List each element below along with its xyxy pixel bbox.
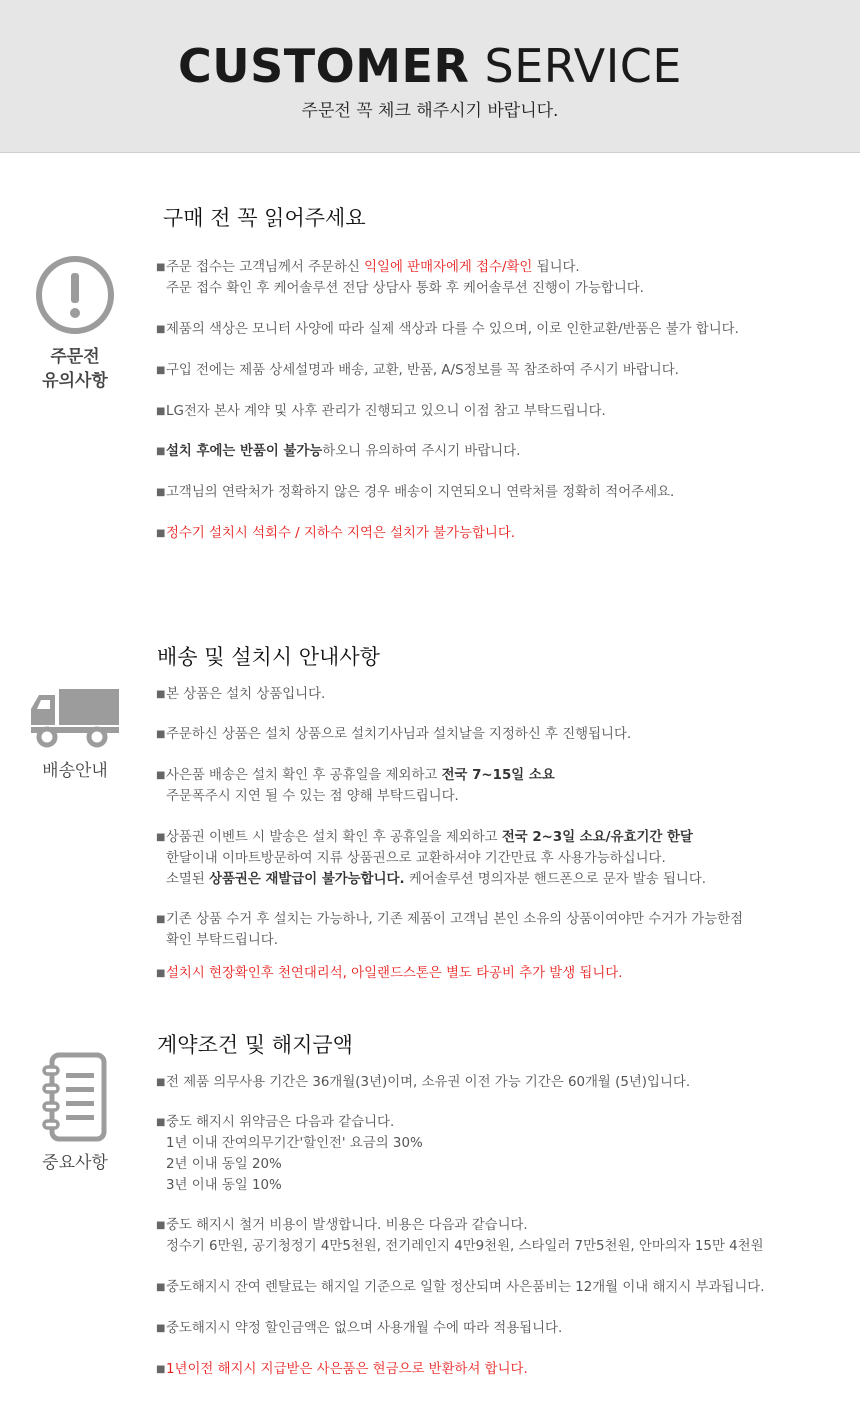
section1-side (0, 253, 150, 393)
section3-title: 계약조건 및 해지금액 (157, 1033, 353, 1057)
list-item: ■ 중도 해지시 위약금은 다음과 같습니다. 1년 이내 잔여의무기간'할인전' 요금의 30% 2년 이내 동일 20% 3년 이내 동일 10% (156, 1115, 423, 1193)
exclamation-circle-icon (33, 253, 117, 337)
list-item: ■ 본 상품은 설치 상품입니다. (156, 687, 326, 702)
page-header (0, 0, 860, 153)
list-item: ■ 사은품 배송은 설치 확인 후 공휴일을 제외하고 전국 7~15일 소요 주문폭주시 지연 될 수 있는 점 양해 부탁드립니다. (156, 768, 555, 804)
section1-side-label-line1: 주문전 (50, 347, 100, 367)
section3-side (0, 1049, 150, 1175)
title-bold: CUSTOMER (178, 39, 470, 93)
title-light: SERVICE (484, 39, 682, 93)
list-item: ■ 구입 전에는 제품 상세설명과 배송, 교환, 반품, A/S정보를 꼭 참조하여 주시기 바랍니다. (156, 363, 679, 378)
page-subtitle: 주문전 꼭 체크 해주시기 바랍니다. (301, 101, 559, 121)
section-delivery-install (0, 597, 860, 1007)
list-item: ■ 전 제품 의무사용 기간은 36개월(3년)이며, 소유권 이전 가능 기간은 60개월 (5년)입니다. (156, 1075, 691, 1090)
list-item: ■ 주문 접수는 고객님께서 주문하신 익일에 판매자에게 접수/확인 됩니다. 주문 접수 확인 후 케어솔루션 전담 상담사 통화 후 케어솔루션 진행이 가능합니다. (156, 260, 644, 296)
list-item-warning: ■ 정수기 설치시 석회수 / 지하수 지역은 설치가 불가능합니다. (156, 526, 516, 541)
list-item-warning: ■ 1년이전 해지시 지급받은 사은품은 현금으로 반환하셔 합니다. (156, 1362, 528, 1377)
delivery-truck-icon (27, 685, 123, 749)
section-contract-terms (0, 1007, 860, 1416)
list-item: ■ 중도해지시 잔여 렌탈료는 해지일 기준으로 일할 정산되며 사은품비는 12개월 이내 해지시 부과됩니다. (156, 1280, 765, 1295)
highlight-text: 익일에 판매자에게 접수/확인 (364, 260, 533, 275)
section2-side-label: 배송안내 (42, 761, 108, 781)
list-item: ■ 중도 해지시 철거 비용이 발생합니다. 비용은 다음과 같습니다. 정수기 6만원, 공기청정기 4만5천원, 전기레인지 4만9천원, 스타일러 7만5천원, 안마의자 15만 4천원 (156, 1218, 764, 1254)
section2-side (0, 685, 150, 783)
section3-side-label: 중요사항 (42, 1153, 108, 1173)
section1-title: 구매 전 꼭 읽어주세요 (163, 206, 366, 230)
list-item: ■ 제품의 색상은 모니터 사양에 따라 실제 색상과 다를 수 있으며, 이로 인한교환/반품은 불가 합니다. (156, 322, 739, 337)
section-pre-order-notice (0, 153, 860, 597)
page-title (0, 38, 860, 94)
list-item: ■ LG전자 본사 계약 및 사후 관리가 진행되고 있으니 이점 참고 부탁드립니다. (156, 404, 606, 419)
list-item: ■ 고객님의 연락처가 정확하지 않은 경우 배송이 지연되오니 연락처를 정확히 적어주세요. (156, 485, 675, 500)
list-item: ■ 기존 상품 수거 후 설치는 가능하나, 기존 제품이 고객님 본인 소유의 상품이여야만 수거가 가능한점 확인 부탁드립니다. (156, 912, 744, 948)
list-item: ■ 중도해지시 약정 할인금액은 없으며 사용개월 수에 따라 적용됩니다. (156, 1321, 563, 1336)
section2-title: 배송 및 설치시 안내사항 (157, 645, 380, 669)
list-item: ■ 설치 후에는 반품이 불가능하오니 유의하여 주시기 바랍니다. (156, 444, 521, 459)
list-item: ■ 주문하신 상품은 설치 상품으로 설치기사님과 설치날을 지정하신 후 진행됩니다. (156, 727, 632, 742)
list-item: ■ 상품권 이벤트 시 발송은 설치 확인 후 공휴일을 제외하고 전국 2~3일 소요/유효기간 한달 한달이내 이마트방문하여 지류 상품권으로 교환하셔야 기간만료 후 사용가능하십니다. 소멸된 상품권은 재발급이 불가능합니다. 케어솔루션 명의자분 핸드폰으로 문자 발송 됩니다. (156, 830, 707, 887)
section1-side-label-line2: 유의사항 (42, 371, 108, 391)
notebook-icon (40, 1049, 110, 1145)
list-item-warning: ■ 설치시 현장확인후 천연대리석, 아일랜드스톤은 별도 타공비 추가 발생 됩니다. (156, 966, 623, 981)
